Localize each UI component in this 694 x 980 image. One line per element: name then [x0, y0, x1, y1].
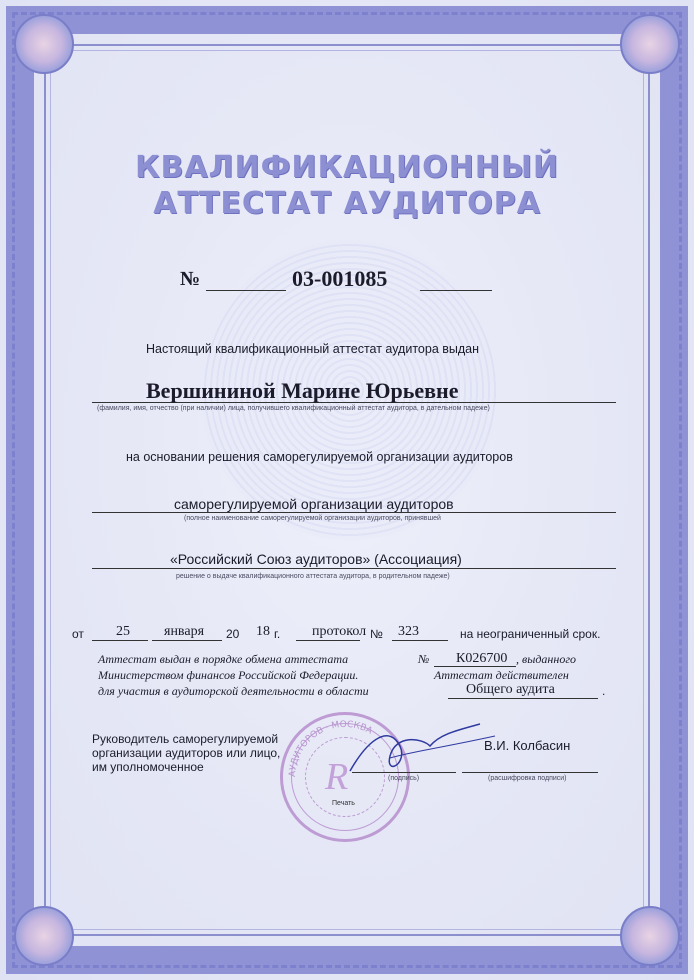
exchange-line-1-suffix: , выданного: [516, 652, 576, 666]
signatory-role-3: им уполномоченное: [92, 760, 204, 774]
issued-text: Настоящий квалификационный аттестат аудитора выдан: [146, 342, 480, 356]
signatory-role-2: организации аудиторов или лицо,: [92, 746, 281, 760]
decision-day: 25: [116, 624, 130, 639]
month-underline: [152, 640, 222, 641]
corner-ornament-bottom-right: [620, 906, 680, 966]
decision-year-prefix: 20: [226, 627, 240, 641]
number-underline-left: [206, 290, 286, 291]
signatory-name: В.И. Колбасин: [484, 738, 571, 753]
signature-underline: [352, 772, 456, 773]
exchange-sign: №: [418, 652, 430, 666]
decision-protocol-number: 323: [398, 624, 419, 639]
audit-area: Общего аудита: [466, 682, 555, 697]
name-hint: (расшифровка подписи): [488, 775, 567, 782]
title-line-2: АТТЕСТАТ АУДИТОРА: [153, 186, 541, 221]
corner-ornament-top-right: [620, 14, 680, 74]
signatory-role-1: Руководитель саморегулируемой: [92, 732, 279, 746]
day-underline: [92, 640, 148, 641]
number-sign: №: [180, 268, 201, 290]
area-underline: [448, 698, 598, 699]
exchange-line-3: для участия в аудиторской деятельности в области: [98, 684, 369, 698]
exchange-line-2-suffix: Аттестат действителен: [434, 668, 569, 682]
organization-hint-2: решение о выдаче квалификационного аттестата аудитора, в родительном падеже): [176, 573, 450, 580]
org-underline-2: [92, 568, 616, 569]
svg-text:R: R: [325, 756, 349, 798]
recipient-hint: (фамилия, имя, отчество (при наличии) лица, получившего квалификационный аттестат аудитора, в дательном падеже): [97, 405, 490, 412]
seal-label: Печать: [332, 800, 355, 807]
corner-ornament-bottom-left: [14, 906, 74, 966]
exchange-line-2: Министерством финансов Российской Федерации.: [98, 668, 359, 682]
certificate-number: 03-001085: [292, 266, 388, 291]
organization-hint-1: (полное наименование саморегулируемой организации аудиторов, принявшей: [184, 515, 441, 522]
organization-line-1: саморегулируемой организации аудиторов: [174, 496, 454, 512]
organization-line-2: «Российский Союз аудиторов» (Ассоциация): [170, 551, 462, 567]
number-underline-right: [420, 290, 492, 291]
exchange-end: .: [602, 684, 606, 698]
signature-hint: (подпись): [388, 775, 420, 782]
decision-month: января: [164, 624, 205, 639]
org-underline-1: [92, 512, 616, 513]
title-line-1: КВАЛИФИКАЦИОННЫЙ: [134, 150, 560, 185]
decision-year-suffix: 18: [256, 624, 270, 639]
old-certificate-number: К026700: [456, 651, 508, 666]
name-decoding-underline: [462, 772, 598, 773]
decision-term: на неограниченный срок.: [460, 627, 601, 641]
protocol-number-underline: [392, 640, 448, 641]
decision-protocol-sign: №: [370, 627, 383, 641]
basis-text: на основании решения саморегулируемой организации аудиторов: [126, 450, 513, 464]
decision-protocol-word: протокол: [312, 624, 367, 639]
corner-ornament-top-left: [14, 14, 74, 74]
svg-text:АУДИТОРОВ · МОСКВА: АУДИТОРОВ · МОСКВА: [287, 719, 374, 778]
decision-year-word: г.: [274, 627, 281, 641]
exchange-line-1: Аттестат выдан в порядке обмена аттестата: [98, 652, 349, 666]
protocol-underline: [296, 640, 360, 641]
decision-from: от: [72, 627, 84, 641]
recipient-name: Вершининой Марине Юрьевне: [146, 378, 459, 403]
